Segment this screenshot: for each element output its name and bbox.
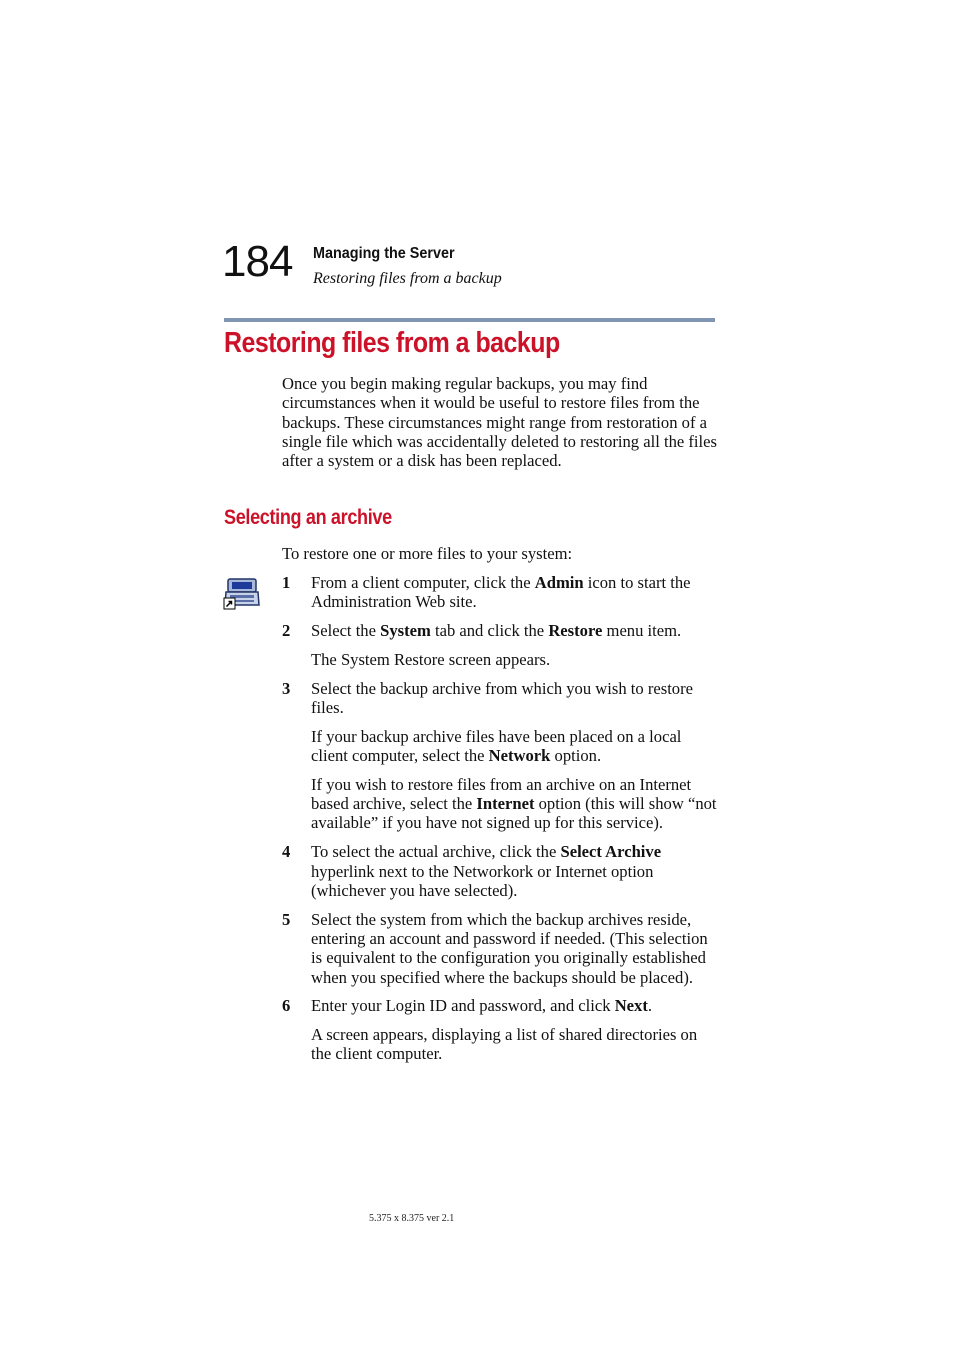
step-item (282, 842, 718, 900)
step-item (282, 573, 718, 612)
step-text (311, 573, 718, 612)
text-run: Enter your Login ID and password, and click (311, 996, 615, 1016)
ui-term: Network (488, 746, 551, 766)
text-run: Select the (311, 621, 381, 641)
text-run: To select the actual archive, click the (311, 842, 561, 862)
step-text (311, 621, 718, 640)
page-number: 184 (222, 237, 293, 286)
running-head-section: Restoring files from a backup (313, 270, 502, 287)
lead-paragraph: To restore one or more files to your system: (282, 544, 573, 563)
ui-term: Admin (534, 573, 584, 592)
page-title: Restoring files from a backup (224, 327, 560, 359)
ui-term: Select Archive (560, 842, 662, 862)
step-note (311, 650, 718, 669)
text-run: option (this will show “not available” if you have not signed up for this service). (311, 794, 717, 833)
running-head-chapter: Managing the Server (313, 245, 455, 262)
steps-list (282, 573, 718, 1064)
text-run: . (647, 996, 653, 1016)
section-rule (224, 318, 715, 322)
step-note (311, 775, 718, 833)
text-run: The System Restore screen appears. (311, 649, 551, 669)
step-note (311, 1025, 718, 1064)
step-number: 5 (282, 909, 291, 929)
text-run: option. (550, 746, 602, 766)
intro-paragraph: Once you begin making regular backups, you may find circumstances when it would be useful to restore files from the backups. These circumstances might range from restoration of a single file which was accidentally deleted to restoring all the files after a system or a disk has been replaced. (282, 374, 717, 471)
step-text (311, 679, 718, 718)
text-run: From a client computer, click the (311, 573, 535, 592)
step-text (311, 996, 718, 1015)
step-item (282, 679, 718, 833)
text-run: icon to start the Administration Web site. (311, 573, 691, 612)
step-number: 2 (282, 621, 291, 641)
admin-shortcut-icon (223, 577, 261, 611)
footer-text: 5.375 x 8.375 ver 2.1 (369, 1213, 455, 1224)
ui-term: Internet (476, 794, 535, 814)
step-text (311, 910, 718, 987)
step-item (282, 996, 718, 1063)
step-item (282, 621, 718, 669)
ui-term: Restore (548, 621, 603, 641)
text-run: Select the system from which the backup archives reside, entering an account and password if needed. (This selection is equivalent to the configuration you originally established when you specified where the backups should be placed). (311, 909, 708, 987)
step-number: 3 (282, 678, 291, 698)
ui-term: Next (614, 996, 648, 1016)
text-run: hyperlink next to the Networkork or Internet option (whichever you have selected). (311, 861, 654, 900)
text-run: tab and click the (430, 621, 549, 641)
ui-term: System (380, 621, 431, 641)
step-text (311, 842, 718, 900)
subheading: Selecting an archive (224, 506, 392, 529)
step-number: 6 (282, 996, 291, 1016)
text-run: If your backup archive files have been placed on a local client computer, select the (311, 726, 682, 766)
step-number: 1 (282, 573, 291, 592)
text-run: Select the backup archive from which you wish to restore files. (311, 678, 693, 717)
step-number: 4 (282, 842, 291, 862)
step-item (282, 910, 718, 987)
text-run: menu item. (602, 621, 682, 641)
step-note (311, 727, 718, 766)
text-run: If you wish to restore files from an archive on an Internet based archive, select the (311, 774, 692, 814)
text-run: A screen appears, displaying a list of shared directories on the client computer. (311, 1025, 698, 1064)
